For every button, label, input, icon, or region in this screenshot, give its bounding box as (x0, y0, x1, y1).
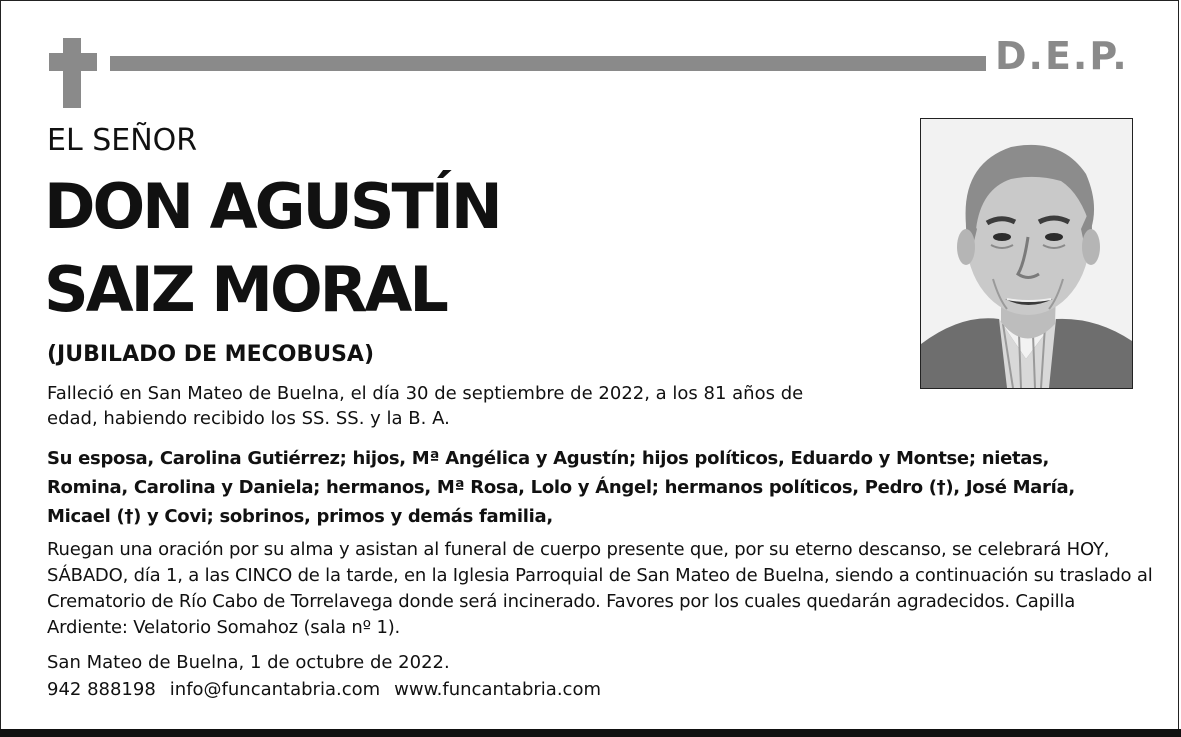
place-date: San Mateo de Buelna, 1 de octubre de 2022. (47, 652, 450, 673)
deceased-name-line1: DON AGUSTÍN (44, 170, 500, 243)
occupation: (JUBILADO DE MECOBUSA) (47, 342, 375, 367)
contact-website: www.funcantabria.com (394, 679, 601, 700)
funeral-details: Ruegan una oración por su alma y asistan al funeral de cuerpo presente que, por su eterno descanso, se celebrará HOY, SÁBADO, día 1, a las CINCO de la tarde, en la Iglesia Parroquial de San Mateo de Buelna, siendo a continuación su traslado al Crematorio de Río Cabo de Torrelavega donde será incinerado. Favores por los cuales quedarán agradecidos. Capilla Ardiente: Velatorio Somahoz (sala nº 1). (47, 539, 1153, 638)
portrait-image (921, 119, 1132, 388)
header-rule (110, 56, 986, 71)
bottom-border (0, 729, 1181, 737)
death-notice: Falleció en San Mateo de Buelna, el día 30 de septiembre de 2022, a los 81 años de edad, habiendo recibido los SS. SS. y la B. A. (47, 383, 804, 429)
contact-email: info@funcantabria.com (169, 679, 381, 700)
cross-icon (63, 38, 81, 108)
deceased-name-line2: SAIZ MORAL (44, 253, 446, 326)
dep-label: D.E.P. (995, 34, 1129, 78)
portrait-photo (920, 118, 1133, 389)
contact-line (47, 677, 615, 703)
honorific: EL SEÑOR (47, 123, 198, 158)
family-list: Su esposa, Carolina Gutiérrez; hijos, Mª Angélica y Agustín; hijos políticos, Eduardo y Montse; nietas, Romina, Carolina y Daniela; hermanos, Mª Rosa, Lolo y Ángel; hermanos políticos, Pedro (†), José María, Micael (†) y Covi; sobrinos, primos y demás familia, (47, 448, 1075, 527)
cross-icon-bar (49, 53, 97, 71)
contact-phone: 942 888198 (47, 679, 156, 700)
